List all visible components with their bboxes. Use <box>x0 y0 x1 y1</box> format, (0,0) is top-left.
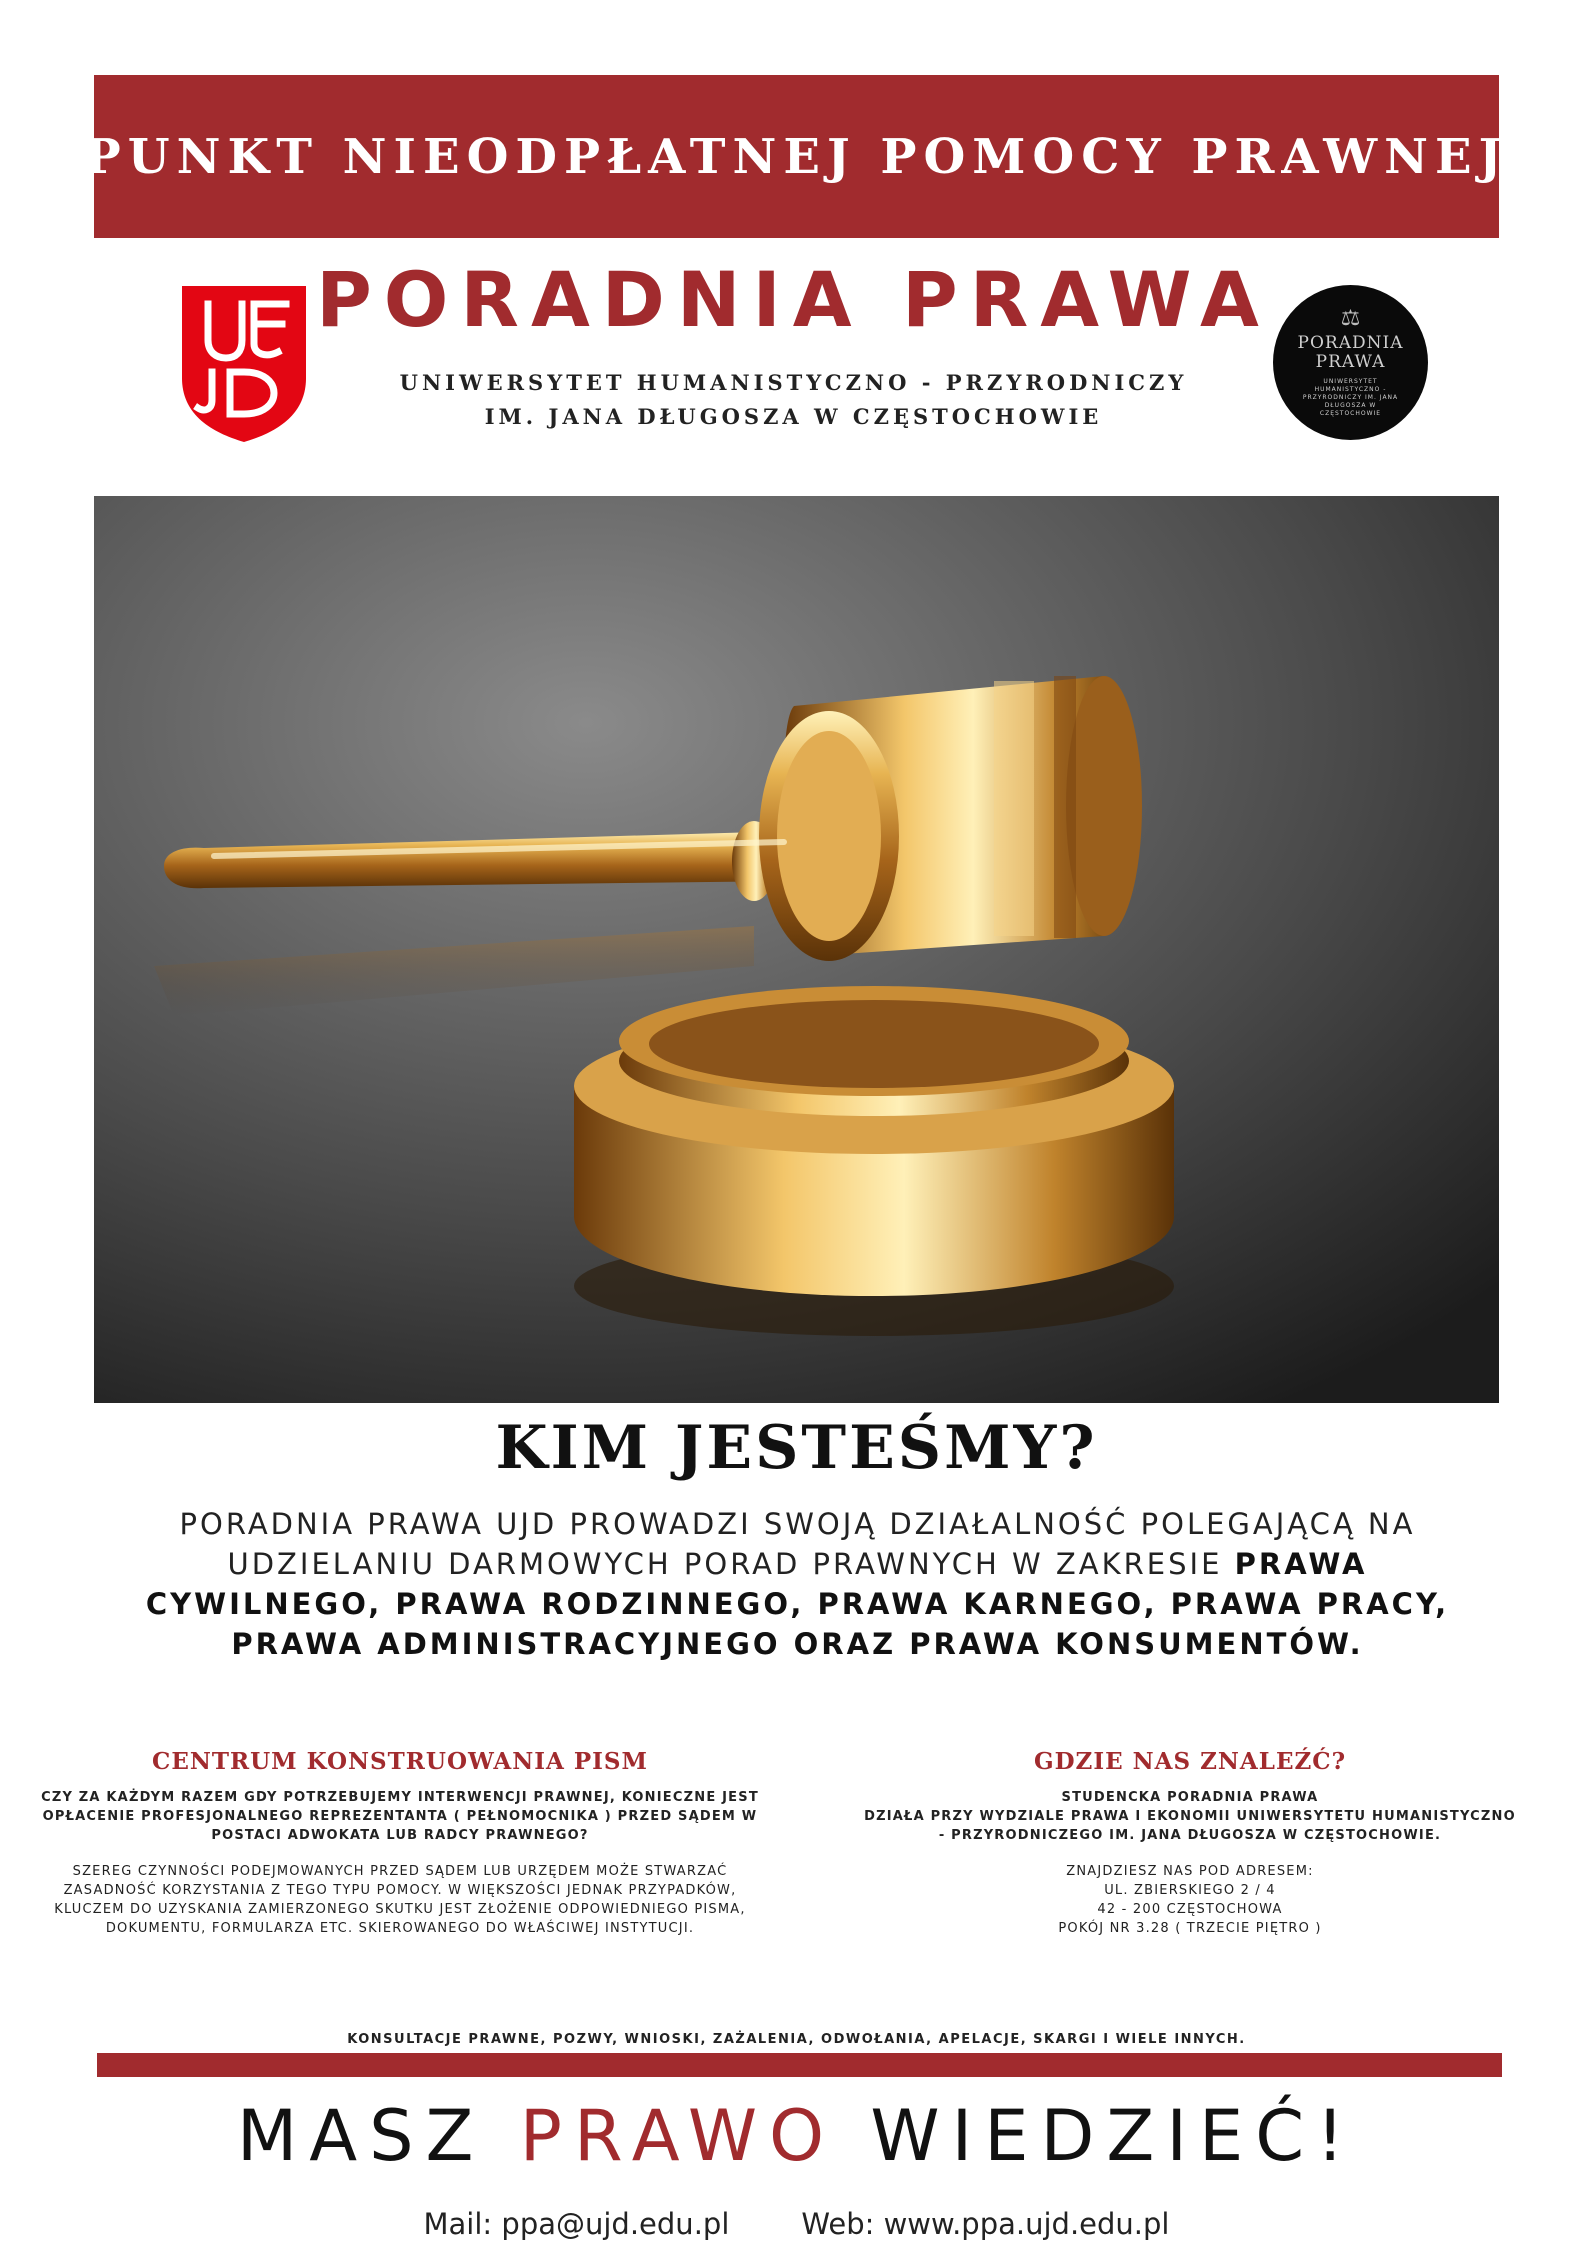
address-room: POKÓJ NR 3.28 ( TRZECIE PIĘTRO ) <box>1058 1921 1322 1936</box>
pp-logo-title-2: PRAWA <box>1315 351 1386 372</box>
slogan-part1: MASZ <box>236 2095 520 2177</box>
address-city: 42 - 200 CZĘSTOCHOWA <box>1097 1902 1283 1917</box>
ujd-logo-text: UJD <box>178 282 180 283</box>
documents-center-text: SZEREG CZYNNOŚCI PODEJMOWANYCH PRZED SĄDEM LUB URZĘDEM MOŻE STWARZAĆ ZASADNOŚĆ KORZYSTANIA Z TEGO TYPU POMOCY. W WIĘKSZOŚCI JEDNAK PRZYPADKÓW, KLUCZEM DO UZYSKANIA ZAMIERZONEGO SKUTKU JEST ZŁOŻENIE ODPOWIEDNIEGO PISMA, DOKUMENTU, FORMULARZA ETC. SKIEROWANEGO DO WŁAŚCIWEJ INSTYTUCJI. <box>54 1864 746 1936</box>
bottom-divider <box>97 2053 1502 2077</box>
scales-of-justice-icon: ⚖ <box>1340 305 1361 331</box>
contact-line <box>94 2207 1499 2241</box>
banner-title: PUNKT NIEODPŁATNEJ POMOCY PRAWNEJ <box>84 128 1509 185</box>
contact-web[interactable]: Web: www.ppa.ujd.edu.pl <box>801 2207 1170 2241</box>
slogan-part2: WIEDZIEĆ! <box>836 2095 1357 2177</box>
slogan <box>94 2095 1499 2177</box>
documents-center-question: CZY ZA KAŻDYM RAZEM GDY POTRZEBUJEMY INTERWENCJI PRAWNEJ, KONIECZNE JEST OPŁACENIE PROFESJONALNEGO REPREZENTANTA ( PEŁNOMOCNIKA ) PRZED SĄDEM W POSTACI ADWOKATA LUB RADCY PRAWNEGO? <box>41 1790 759 1843</box>
gavel-icon <box>94 496 1499 1403</box>
address-intro: ZNAJDZIESZ NAS POD ADRESEM: <box>1066 1864 1314 1879</box>
ujd-logo <box>178 282 310 444</box>
location-intro <box>860 1788 1520 1845</box>
who-we-are-heading: KIM JESTEŚMY? <box>495 1413 1098 1483</box>
location-intro-line2: DZIAŁA PRZY WYDZIALE PRAWA I EKONOMII UNIWERSYTETU HUMANISTYCZNO - PRZYRODNICZEGO IM. JANA DŁUGOSZA W CZĘSTOCHOWIE. <box>864 1809 1516 1843</box>
poradnia-prawa-logo <box>1273 285 1428 440</box>
university-name-line2: IM. JANA DŁUGOSZA W CZĘSTOCHOWIE <box>484 404 1103 429</box>
location-heading: GDZIE NAS ZNALEŹĆ? <box>1033 1748 1347 1775</box>
address-block <box>860 1862 1520 1938</box>
pp-logo-title-1: PORADNIA <box>1297 332 1404 353</box>
who-body-plain: PORADNIA PRAWA UJD PROWADZI SWOJĄ DZIAŁALNOŚĆ POLEGAJĄCĄ NA UDZIELANIU DARMOWYCH PORAD PRAWNYCH W ZAKRESIE <box>179 1507 1416 1581</box>
pp-logo-subtitle: UNIWERSYTET HUMANISTYCZNO - PRZYRODNICZY IM. JANA DŁUGOSZA W CZĘSTOCHOWIE <box>1302 377 1399 417</box>
ujd-shield-icon <box>178 282 310 444</box>
documents-center-heading: CENTRUM KONSTRUOWANIA PISM <box>152 1748 648 1775</box>
page-title: PORADNIA PRAWA <box>316 255 1271 344</box>
who-we-are-text <box>120 1504 1475 1664</box>
services-list: KONSULTACJE PRAWNE, POZWY, WNIOSKI, ZAŻALENIA, ODWOŁANIA, APELACJE, SKARGI I WIELE INNYCH. <box>347 2032 1246 2047</box>
location-intro-line1: STUDENCKA PORADNIA PRAWA <box>1061 1790 1319 1805</box>
who-body-bold: PRAWA CYWILNEGO, PRAWA RODZINNEGO, PRAWA KARNEGO, PRAWA PRACY, PRAWA ADMINISTRACYJNEGO ORAZ PRAWA KONSUMENTÓW. <box>145 1547 1450 1661</box>
top-banner <box>84 75 1509 238</box>
gavel-photo <box>94 496 1499 1403</box>
slogan-accent: PRAWO <box>519 2095 837 2177</box>
university-name-line1: UNIWERSYTET HUMANISTYCZNO - PRZYRODNICZY <box>399 370 1188 395</box>
address-street: UL. ZBIERSKIEGO 2 / 4 <box>1104 1883 1276 1898</box>
contact-mail[interactable]: Mail: ppa@ujd.edu.pl <box>423 2207 730 2241</box>
